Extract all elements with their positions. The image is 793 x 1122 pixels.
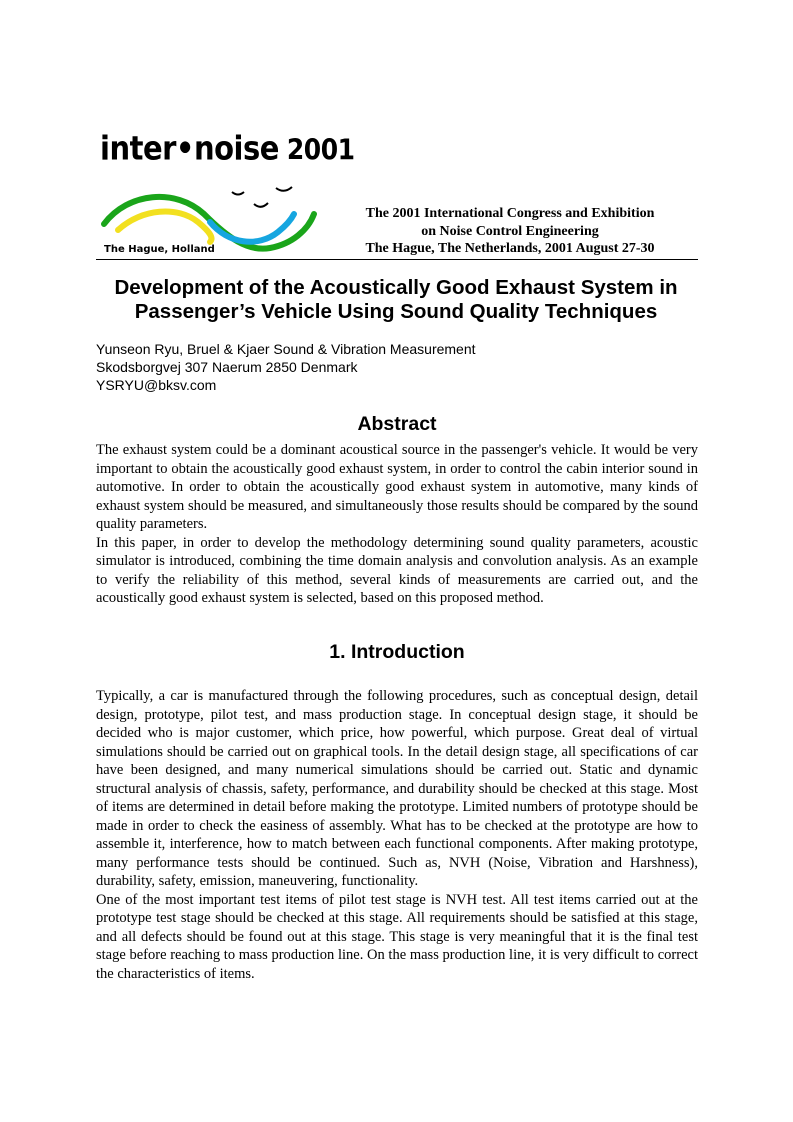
smile-mark bbox=[276, 187, 292, 191]
yellow-wave bbox=[118, 212, 212, 242]
smile-mark bbox=[232, 192, 244, 195]
title-line: Development of the Acoustically Good Exhaust System in bbox=[114, 276, 678, 299]
author-address: Skodsborgvej 307 Naerum 2850 Denmark bbox=[96, 359, 358, 375]
logo-year: 2001 bbox=[286, 133, 355, 167]
abstract-paragraph: In this paper, in order to develop the methodology determining sound quality parameters, acoustic simulator is introduced, combining the time domain analysis and convolution analysis. As an example to verify the reliability of this method, several kinds of measurements are carried out, and the acoustically good exhaust system is selected, based on this proposed method. bbox=[96, 534, 698, 606]
introduction-heading: 1. Introduction bbox=[329, 641, 465, 663]
header-rule bbox=[96, 259, 698, 260]
introduction-body bbox=[96, 687, 698, 983]
logo-name: inter•noise bbox=[100, 128, 279, 168]
title-line: Passenger’s Vehicle Using Sound Quality Techniques bbox=[134, 300, 658, 323]
introduction-paragraph: Typically, a car is manufactured through the following procedures, such as conceptual design, detail design, prototype, pilot test, and mass production stage. In conceptual design stage, it should be decided who is major customer, which price, how powerful, which purpose. Great deal of virtual simulations should be carried out on graphical tools. In the detail design stage, all specifications of car have been designed, and many numerical simulations should be carried out. Static and dynamic structural analysis of chassis, safety, performance, and durability should be checked at this stage. Most of items are determined in detail before making the prototype. Limited numbers of prototype should be made in order to check the easiness of assembly. What has to be checked at the prototype are how to assemble it, interference, how to match between each functional components. After making prototype, many performance tests should be continued. Such as, NVH (Noise, Vibration and Harshness), durability, safety, emission, maneuvering, functionality. bbox=[96, 688, 698, 889]
author-affiliation: Yunseon Ryu, Bruel & Kjaer Sound & Vibration Measurement bbox=[96, 341, 476, 357]
author-block bbox=[96, 340, 476, 394]
abstract-body bbox=[96, 441, 698, 608]
introduction-paragraph: One of the most important test items of pilot test stage is NVH test. All test items carried out at the prototype test stage should be checked at this stage. All requirements should be satisfied at this stage, and all defects should be found out at this stage. This stage is very meaningful that it is the final test stage before reaching to mass production line. On the mass production line, it is very difficult to correct the characteristics of items. bbox=[96, 891, 698, 982]
logo-wordmark bbox=[100, 123, 355, 174]
author-email: YSRYU@bksv.com bbox=[96, 377, 217, 393]
abstract-heading: Abstract bbox=[357, 413, 437, 435]
smile-mark bbox=[254, 203, 268, 207]
logo-place: The Hague, Holland bbox=[104, 244, 215, 255]
conference-line: The Hague, The Netherlands, 2001 August 27-30 bbox=[365, 241, 655, 256]
paper-title bbox=[90, 276, 702, 324]
conference-info bbox=[330, 205, 690, 258]
conference-line: on Noise Control Engineering bbox=[421, 223, 599, 239]
abstract-paragraph: The exhaust system could be a dominant acoustical source in the passenger's vehicle. It would be very important to obtain the acoustically good exhaust system, in order to control the cabin interior sound in automotive. In order to obtain the acoustically good exhaust system in automotive, many kinds of exhaust system should be measured, and simultaneously those results should be compared by the sound quality parameters. bbox=[96, 442, 698, 532]
conference-line: The 2001 International Congress and Exhibition bbox=[365, 206, 655, 221]
